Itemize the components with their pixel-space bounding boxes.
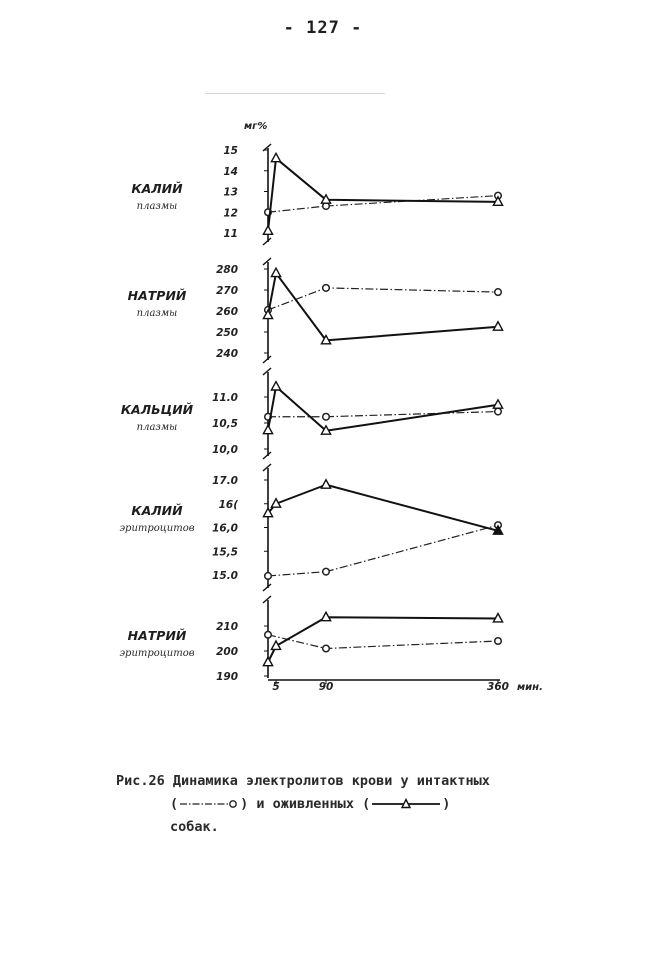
panel-5-sublabel: эритроцитов: [119, 648, 195, 659]
legend-between-text: и оживленных: [248, 796, 363, 812]
panel-1-revived-point-1: [271, 153, 280, 161]
page-number: - 127 -: [283, 18, 363, 38]
panel-3-label: КАЛЬЦИЙ: [120, 402, 194, 417]
panel-2-revived-point-1: [271, 268, 280, 276]
panel-2-y-tick-label-1: 270: [216, 285, 238, 297]
panel-2-label: НАТРИЙ: [127, 288, 187, 303]
x-tick-label-0: 5: [272, 681, 280, 693]
panel-3-y-tick-label-1: 10,5: [212, 418, 238, 430]
x-unit-label: мин.: [517, 682, 543, 693]
y-unit-label: мг%: [244, 121, 268, 132]
panel-4-y-tick-label-3: 15,5: [212, 546, 238, 559]
panel-2-intact-point-2: [495, 289, 502, 296]
caption-line-3: собак.: [170, 819, 219, 835]
panel-4-intact-line: [268, 525, 498, 576]
caption-line-1: Рис.26 Динамика электролитов крови у интактных: [116, 773, 490, 789]
chart-panels: [119, 144, 502, 683]
panel-4-sublabel: эритроцитов: [119, 523, 195, 534]
panel-5-y-tick-label-2: 190: [216, 671, 238, 683]
panel-2-intact-point-1: [323, 285, 330, 292]
panel-3-intact-line: [268, 412, 498, 417]
panel-1-y-tick-label-0: 15: [223, 145, 238, 157]
panel-2-revived-line: [268, 273, 498, 340]
panel-4-y-tick-label-1: 16(: [218, 498, 238, 511]
panel-2: [128, 258, 503, 363]
panel-2-y-tick-label-4: 240: [216, 348, 238, 360]
panel-3-intact-point-1: [323, 413, 330, 420]
panel-5-intact-point-1: [323, 645, 330, 652]
panel-1-y-tick-label-3: 12: [223, 207, 238, 220]
panel-1-revived-point-0: [263, 226, 272, 234]
panel-4-revived-point-2: [321, 480, 330, 488]
panel-1-intact-line: [268, 196, 498, 213]
panel-5-label: НАТРИЙ: [127, 628, 187, 643]
panel-2-axis-break-bottom: [263, 356, 271, 363]
panel-5-y-tick-label-0: 210: [216, 621, 238, 633]
panel-3-y-tick-label-2: 10,0: [212, 444, 238, 456]
legend-revived-sample: [370, 798, 442, 810]
panel-1-y-tick-label-1: 14: [223, 165, 238, 178]
panel-4-y-tick-label-0: 17.0: [212, 475, 238, 487]
panel-3-sublabel: плазмы: [136, 422, 178, 433]
panel-2-sublabel: плазмы: [136, 308, 178, 319]
panel-3-intact-point-2: [495, 408, 502, 415]
x-axis: [268, 680, 543, 693]
panel-2-y-tick-label-2: 260: [216, 306, 238, 318]
panel-2-axis-break-top: [263, 258, 271, 265]
legend-paren-close-1: ): [240, 796, 249, 812]
panel-4-axis-break-bottom: [263, 584, 271, 591]
panel-3-revived-line: [268, 387, 498, 431]
panel-3-axis-break-top: [263, 368, 271, 375]
panel-5-axis-break-top: [263, 596, 271, 603]
panel-1: [131, 144, 502, 245]
figure-caption: [116, 770, 586, 839]
panel-1-label: КАЛИЙ: [131, 181, 183, 196]
panel-4-axis-break-top: [263, 464, 271, 471]
panel-4: [119, 464, 502, 591]
panel-1-revived-line: [268, 158, 498, 231]
legend-paren-open: (: [170, 796, 179, 812]
panel-2-intact-line: [268, 288, 498, 310]
panel-4-revived-line: [268, 485, 498, 531]
panel-2-y-tick-label-0: 280: [216, 264, 238, 276]
panel-4-y-tick-label-2: 16,0: [212, 522, 238, 535]
x-tick-label-2: 360: [487, 681, 509, 693]
panel-1-axis-break-bottom: [263, 238, 271, 245]
panel-4-intact-point-0: [265, 573, 272, 580]
panel-2-y-tick-label-3: 250: [216, 327, 238, 339]
panel-5-y-tick-label-1: 200: [216, 646, 238, 658]
panel-4-intact-point-1: [323, 568, 330, 575]
x-tick-label-1: 90: [318, 681, 334, 693]
panel-3-axis-break-bottom: [263, 452, 271, 459]
caption-line-2: [116, 793, 586, 816]
panel-3-y-tick-label-0: 11.0: [212, 392, 238, 404]
legend-paren-close-2: ): [442, 796, 451, 812]
panel-3-revived-point-1: [271, 382, 280, 390]
panel-4-label: КАЛИЙ: [131, 503, 183, 518]
panel-5-revived-line: [268, 617, 498, 662]
panel-3-revived-point-0: [263, 425, 272, 433]
panel-5-intact-line: [268, 635, 498, 649]
panel-3-revived-point-3: [493, 400, 502, 408]
panel-1-sublabel: плазмы: [136, 201, 178, 212]
panel-1-y-tick-label-2: 13: [223, 186, 238, 199]
panel-5-revived-point-0: [263, 657, 272, 665]
panel-5: [119, 596, 502, 683]
panel-5-intact-point-0: [265, 631, 272, 638]
panel-2-revived-point-3: [493, 322, 502, 330]
panel-3: [121, 368, 503, 459]
legend-paren-open-2: (: [362, 796, 371, 812]
panel-5-intact-point-2: [495, 638, 502, 645]
panel-4-y-tick-label-4: 15.0: [212, 570, 238, 582]
panel-1-y-tick-label-4: 11: [223, 228, 238, 240]
legend-intact-sample: [178, 798, 240, 810]
